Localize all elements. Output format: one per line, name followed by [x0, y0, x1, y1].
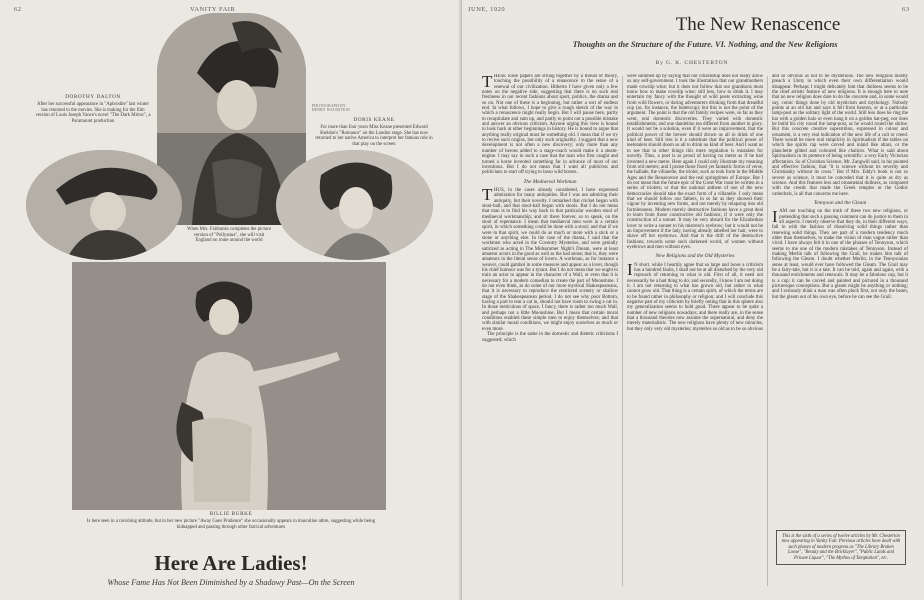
caption-billie: [84, 512, 378, 530]
paragraph-5: [627, 260, 763, 332]
dropcap-i2: I: [772, 206, 778, 226]
paragraph-2-text: HUS, in the cases already considered, I have expressed admiration for many antiquities. But I was not admiring their antiquity, but their novelty. I remarked that cricket began with stool-ball; and that stool-ball began with stools. But I do not mean that man is to find his way back to that particular wooden stool of mediaeval workmanship; and sit there forever, so to speak, on the stool of repentance. I mean that mediaeval men were in a certain spirit, in which something could be done with a stool; and that if we were in that spirit, we could do as much or more with a stick or a stone or anything else. In the case of the drama, I said that the workmen who acted in the Coventry Mysteries, and were genially satirized as acting in The Midsummer Night's Dream, were at least amateur actors in the good as well as the bad sense; that is, they were amateurs in the literal sense of lovers. A workman, as for instance a weaver, could gambol in some measure and appear as a lover, though his chief humour was for a tyrant. But I do not mean that we ought to train an actor to appear in the character of a Wall, or even that it is necessary for a modern comedian to create the part of Moonshine. I do not even think, as do some of our more mystical Shakespeareans, that it is necessary to reproduce the restricted scenery or shallow stage of the Shakespearean period. I do not see why poor Bottom, having a part to tear a cat in, should not have room to swing a cat in. In those meticulous of space, I fancy, there is rather too much Wall, and perhaps not a little Moonshine. But I mean that certain moral conditions enabled these simple men to enjoy themselves; and that with similar moral conditions, we might enjoy ourselves as much or even more.: [482, 187, 618, 332]
caption-billie-text: Is here seen in a ravishing attitude, but in her new picture "Away Goes Prudence" she occasionally appears in masculine attire, suggesting while being kidnapped and passing through other farcical adventures: [86, 519, 376, 530]
series-note-box: This is the sixth of a series of twelve articles by Mr. Chesterton now appearing in Vanity Fair. Previous articles have dealt with such phases of modern progress as "The Library Broken Loose", "Beauty and the Bricklayer", "Public Lands and Private Liquor", "The Mythos of Temptation", etc.: [776, 530, 906, 565]
caption-mary: [186, 220, 272, 244]
column-rule-2: [767, 76, 768, 586]
caption-dorothy: [34, 95, 152, 124]
dropcap-t2: T: [482, 185, 493, 205]
photo-dorothy-dalton: [26, 150, 182, 260]
paragraph-1: [482, 74, 618, 176]
paragraph-2: [482, 185, 618, 332]
left-subheadline: Whose Fame Has Not Been Diminished by a Shadowy Past—On the Screen: [107, 578, 355, 587]
article-byline: By G. K. CHESTERTON: [655, 60, 729, 66]
paragraph-3: The principle is the same in the domestic and dietetic criticisms I suggested; which: [482, 332, 618, 343]
section-heading-new-religions: New Religions and the Old Mysteries: [655, 253, 735, 260]
dropcap-i: I: [627, 260, 633, 280]
paragraph-5-text: N short, while I heartily agree that so large and loose a criticism has a hundred faults, I shall not be at all disturbed by the very old reproach of returning to what is old. First of all, it need not necessarily be a bad thing to do; and secondly, I know I am not doing it. I am not returning to what has grown old, but rather to what cannot grow old. That thing is a certain spirit, of which the terms are to be found rather in philosophy or religion; and I will conclude this negative part of my criticism by briefly noting that in this sphere also my generalization seems to hold good. There appear to be quite a number of new religions nowadays; and there really are, in the sense that a thousand theories now assume the supernatural, and deny the merely materialistic. The new religions have plenty of new miracles, but they only very old mysteries; mysteries so old as to be so obvious: [627, 262, 763, 332]
paragraph-1-text: HESE loose papers are strung together by a thread of theory, touching the possibility of a renascence in the sense of a renewal of our civilization. Hitherto I have given only a few notes on the negative side, suggesting that there is no such real freshness in our recent fashions about sport, politics, the drama and so on. Not one of these is a beginning, but rather a sort of endless end. In what follows, I hope to give a rough sketch of the way in which a renascence might really begin. But I will pause here, partly to recapitulate and sum up, and partly to point out a possible mistake and answer an obvious criticism. Anyone urging this view is bound to look back at other beginnings in history. He is bound to argue that anything really original must be something old. I mean that if we try to revive such origins, but only such originality. I suggest that a new development is not often a new discovery; only more than any number of heroes added to a stage-coach would make it a steam-engine. I may say in such a case that the man who first caught and turned a horse invented something far in advance of most of our inventions. But I do not mean that I want all publicists and politicians to start off trying to lasso wild horses.: [482, 74, 618, 176]
photo-billie-burke: [72, 262, 386, 510]
section-heading-tennyson: Tennyson and the Gleam: [813, 199, 867, 206]
article-column-3: [772, 74, 908, 526]
caption-doris-name: DORIS KEANE: [353, 117, 395, 123]
caption-dorothy-text: After her successful appearance in "Aphrodite" last winter has returned to the movies. She is making for the film version of Louis Joseph Vance's novel "The Dark Mirror", a Paramount production: [35, 102, 151, 124]
photo-mary-pickford: [276, 150, 433, 260]
left-headline: Here Are Ladies!: [154, 551, 308, 575]
right-page-number: 63: [902, 6, 910, 13]
article-column-2: [627, 74, 763, 590]
photo-billie-image: [72, 262, 386, 510]
paragraph-4: were summed up by saying that our citizenship does not really allow us any self-government. I took the illustration that our grandmothers made cowslip wine; but it does not follow that our grandsons must know how to make cowslip wine; still less, how to drink it. I may entertain my fancy with the thought of wild poets extracting wine from wild flowers, or daring adventurers drinking from that dreadful cup (as, for instance, the buttercup); but this is not the point of the argument. The point is that the old family recipes were, so far as they went, real domestic discoveries. They varied with domestic establishments; and one dandelion tea differed from another in glory. It would not be a solution, even if it were an improvement, that the political power of the brewer should drown us all in drink of one kind of beer. Still less is it a substitute that the political power of teetotalers should doom us all to drink no kind of beer. And I want us to see that in other things this mere regulation is mistaken for novelty. Thus, a poet is as proud of having no metre as if he had invented a new metre. Here again I could only illustrate my meaning from old metres; and I praise those fixed yet fantastic forms of verse, the ballade, the villanelle, the triolet, such as took form in the Middle Ages and the Renascence and the real springtimes of Europe. But I do not mean that the future epic of the Great War must be written in a series of triolets; or that the national anthem of one of the new democracies should take the exact form of a villanelle. I only mean that we should follow our fathers, in so far as they showed their vigour by inventing new forms, and not merely by relapsing into old formlessness. Modern merely destructive fashions have a great deal to learn from those constructive old fashions; if it were only the construction of a sonnet. It may be very absurd for the Elizabethan lover to write a sonnet to his mistress's eyebrow; but it would not be an improvement if the lady, having already labelled her hair, were to shave off her eyebrows. And that is the drift of the destructive fashions; towards some such darkened world, of women without eyebrows and men without eyes.: [627, 74, 763, 250]
left-running-head: VANITY FAIR: [190, 6, 236, 13]
caption-mary-text: When Mrs. Fairbanks completes the picture version of "Pollyanna", she will visit England on route around the world: [187, 227, 271, 244]
paragraph-6: and so obvious as not to be mysterious. The new religions mostly preach a Unity in which even their own differentiation would disappear. Perhaps I might delicately hint that dullness seems to be the chief artistic feature of new religions. It is enough here to note that no new religion does dare to do the concrete and, in some would say, comic things done by old mysticism and mythology. Nobody points at an old hat and says it fell from heaven, or at a particular lamp-post as the solitary light of the world. Still less does he ring the bar with a golden halo or even hang it on a golden hat-peg; nor does he build his city round the lamp-post, as he would round the shrine. But this concrete creative superstition, expressed in colour and ornament, is a very real indication of the new life of a cult or creed. There would be more real simplicity in Spiritualism if the tables on which the spirits rap were carved and inlaid like altars, or the planchette gilded and coloured like chalices. What is said about Spiritualism in its pretence of being scientific: a very Early Victorian affectation. So of Christian Science, Mr. Zangwill said, in his pointed and effective fashion, that "it is science without its severity and Christianity without its cross." But if Mrs. Eddy's book is not so severe as science, it must be conceded that it is quite as dry as science. And this features less and ornamental dullness, as compared with the creeds that made the Greek temples or the Gothic cathedrals, is all that concerns me here.: [772, 74, 908, 197]
photo-dorothy-image: [26, 150, 182, 260]
right-page: [462, 0, 924, 600]
caption-billie-name: BILLIE BURKE: [209, 511, 253, 517]
article-title: The New Renascence: [675, 14, 841, 35]
photo-mary-image: [276, 150, 433, 260]
paragraph-7-text: AM not touching on the truth of these two new religions, or pretending that such a passing comment can do justice to them in all aspects. I merely observe that they do, in their different ways, fall in with the fashion of dissolving solid things rather than renewing solid things. They are part of a modern tendency much older than themselves, to make the vision of man vague rather than vivid. I have always felt it in one of the phrases of Tennyson, which seems to me one of the modern mistakes of Tennyson. Instead of making Merlin talk of following the Grail, he makes him talk of following the Gleam. I doubt whether Merlin, in the Tennysonian sense at least, would ever have followed the Gleam. The Grail may be a fairy-tale, but it is a tale. It can be told, again and again, with a thousand enrichments and renewals. It may be a fabulous cup, but it is a cup; it can be carved and painted and pictured in a thousand picturesque conceptions. But a gleam might be anything or nothing; and I seriously think a man was often pluck first, not only the beam, but the gleam out of his own eye, before he can see the Grail.: [772, 209, 908, 300]
caption-doris-text: For more than four years Miss Keane presented Edward Sheldon's "Romance" on the London stage. She has now returned to her native America to interpret her famous role in that play on the screen: [315, 125, 433, 147]
caption-doris: [315, 118, 433, 147]
column-rule-1: [622, 76, 623, 586]
caption-mary-name: MARY PICKFORD: [204, 219, 254, 225]
section-heading-mediaeval-workman: The Mediaeval Workman: [523, 178, 577, 185]
caption-dorothy-name: DOROTHY DALTON: [65, 94, 121, 100]
dropcap-t: T: [482, 74, 493, 91]
photo-credit: PHOTOGRAPH BY HENRY WALDSTEIN: [312, 104, 350, 113]
paragraph-7: [772, 206, 908, 300]
right-running-date: JUNE, 1920: [468, 6, 506, 13]
article-subtitle: Thoughts on the Structure of the Future. VI. Nothing, and the New Religions: [572, 40, 838, 49]
article-column-1: [482, 74, 618, 590]
left-page-number: 62: [14, 6, 22, 13]
